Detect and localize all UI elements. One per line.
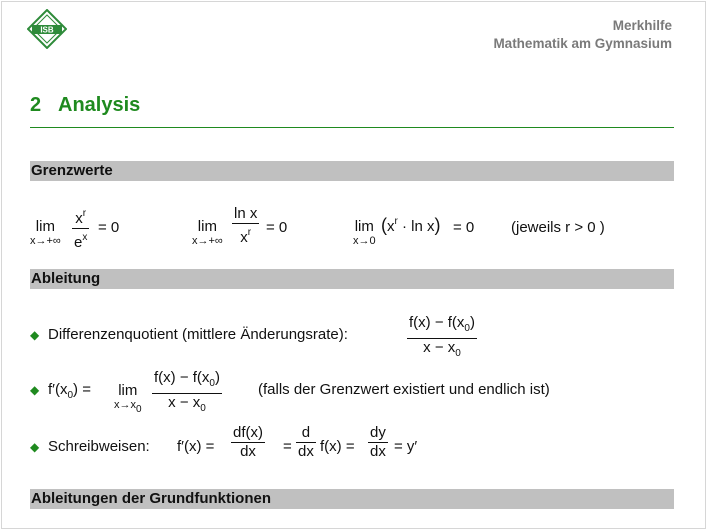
- lim-sub: x→+∞: [30, 235, 61, 247]
- frac-num: $f(x) - f(x_0)$: [409, 314, 475, 334]
- header-line-1: Merkhilfe: [612, 18, 672, 33]
- notation-lhs: f′(x) =: [177, 438, 215, 455]
- header-line-2: Mathematik am Gymnasium: [493, 36, 672, 51]
- document-header: [493, 17, 672, 53]
- lim-text: lim: [118, 382, 138, 399]
- notation-fraction-2: [296, 424, 316, 461]
- section-ableitung: Ableitung: [30, 269, 674, 289]
- notation-fraction-3: [368, 424, 388, 461]
- frac-num: $f(x) - f(x_0)$: [154, 369, 220, 389]
- fraction-1: [72, 205, 89, 252]
- limit-3: [353, 219, 376, 247]
- svg-text:ISB: ISB: [40, 25, 54, 35]
- lim-text: lim: [197, 218, 217, 235]
- derivative-fraction: [152, 369, 222, 418]
- frac-den: $e^x$: [74, 232, 88, 251]
- equals-zero-2: = 0: [266, 219, 288, 236]
- section-grundfunktionen: Ableitungen der Grundfunktionen: [30, 489, 674, 509]
- title-rule: [30, 127, 674, 128]
- chapter-title: [30, 94, 140, 117]
- frac-den: dx: [240, 443, 256, 460]
- section-grenzwerte: Grenzwerte: [30, 161, 674, 181]
- condition-text: (jeweils r > 0 ): [511, 219, 605, 236]
- notation-end: = y′: [394, 438, 418, 455]
- notation-equals: =: [283, 438, 292, 455]
- frac-den: $x - x_0$: [168, 394, 206, 414]
- product-term: $(x^r \cdot \ln x)$: [381, 215, 441, 235]
- notation-fraction-1: [231, 424, 265, 461]
- frac-den: dx: [298, 443, 314, 460]
- frac-num: dy: [370, 424, 386, 441]
- lim-text: lim: [354, 218, 374, 235]
- equals-zero-1: = 0: [98, 219, 120, 236]
- lim-sub: x→+∞: [192, 235, 223, 247]
- frac-num: df(x): [233, 424, 263, 441]
- frac-den: $x^r$: [240, 227, 252, 246]
- limit-2: [192, 219, 223, 247]
- lim-text: lim: [35, 218, 55, 235]
- derivative-limit: [114, 383, 142, 416]
- diamond-bullet-icon: ◆: [30, 328, 40, 342]
- notation-middle: f(x) =: [320, 438, 355, 455]
- frac-num: $x^r$: [75, 208, 87, 227]
- frac-num: ln x: [234, 205, 258, 222]
- lim-sub: x→0: [353, 235, 376, 247]
- frac-den: $x - x_0$: [423, 339, 461, 359]
- isb-logo-icon: [27, 9, 67, 49]
- diff-quotient-label: Differenzenquotient (mittlere Änderungsrate):: [48, 326, 348, 343]
- derivative-condition: (falls der Grenzwert existiert und endlich ist): [258, 381, 550, 398]
- lim-sub: $x\to x_0$: [114, 399, 142, 415]
- frac-den: dx: [370, 443, 386, 460]
- diamond-bullet-icon: ◆: [30, 440, 40, 454]
- notation-label: Schreibweisen:: [48, 438, 150, 455]
- frac-num: d: [301, 424, 311, 441]
- diamond-bullet-icon: ◆: [30, 383, 40, 397]
- equals-zero-3: = 0: [453, 219, 475, 236]
- fraction-2: [232, 205, 259, 247]
- chapter-name: Analysis: [58, 94, 141, 116]
- chapter-number: 2: [30, 94, 42, 116]
- limit-1: [30, 219, 61, 247]
- derivative-lhs: $f'(x_0)$ =: [48, 381, 91, 401]
- diff-quotient-fraction: [407, 314, 477, 363]
